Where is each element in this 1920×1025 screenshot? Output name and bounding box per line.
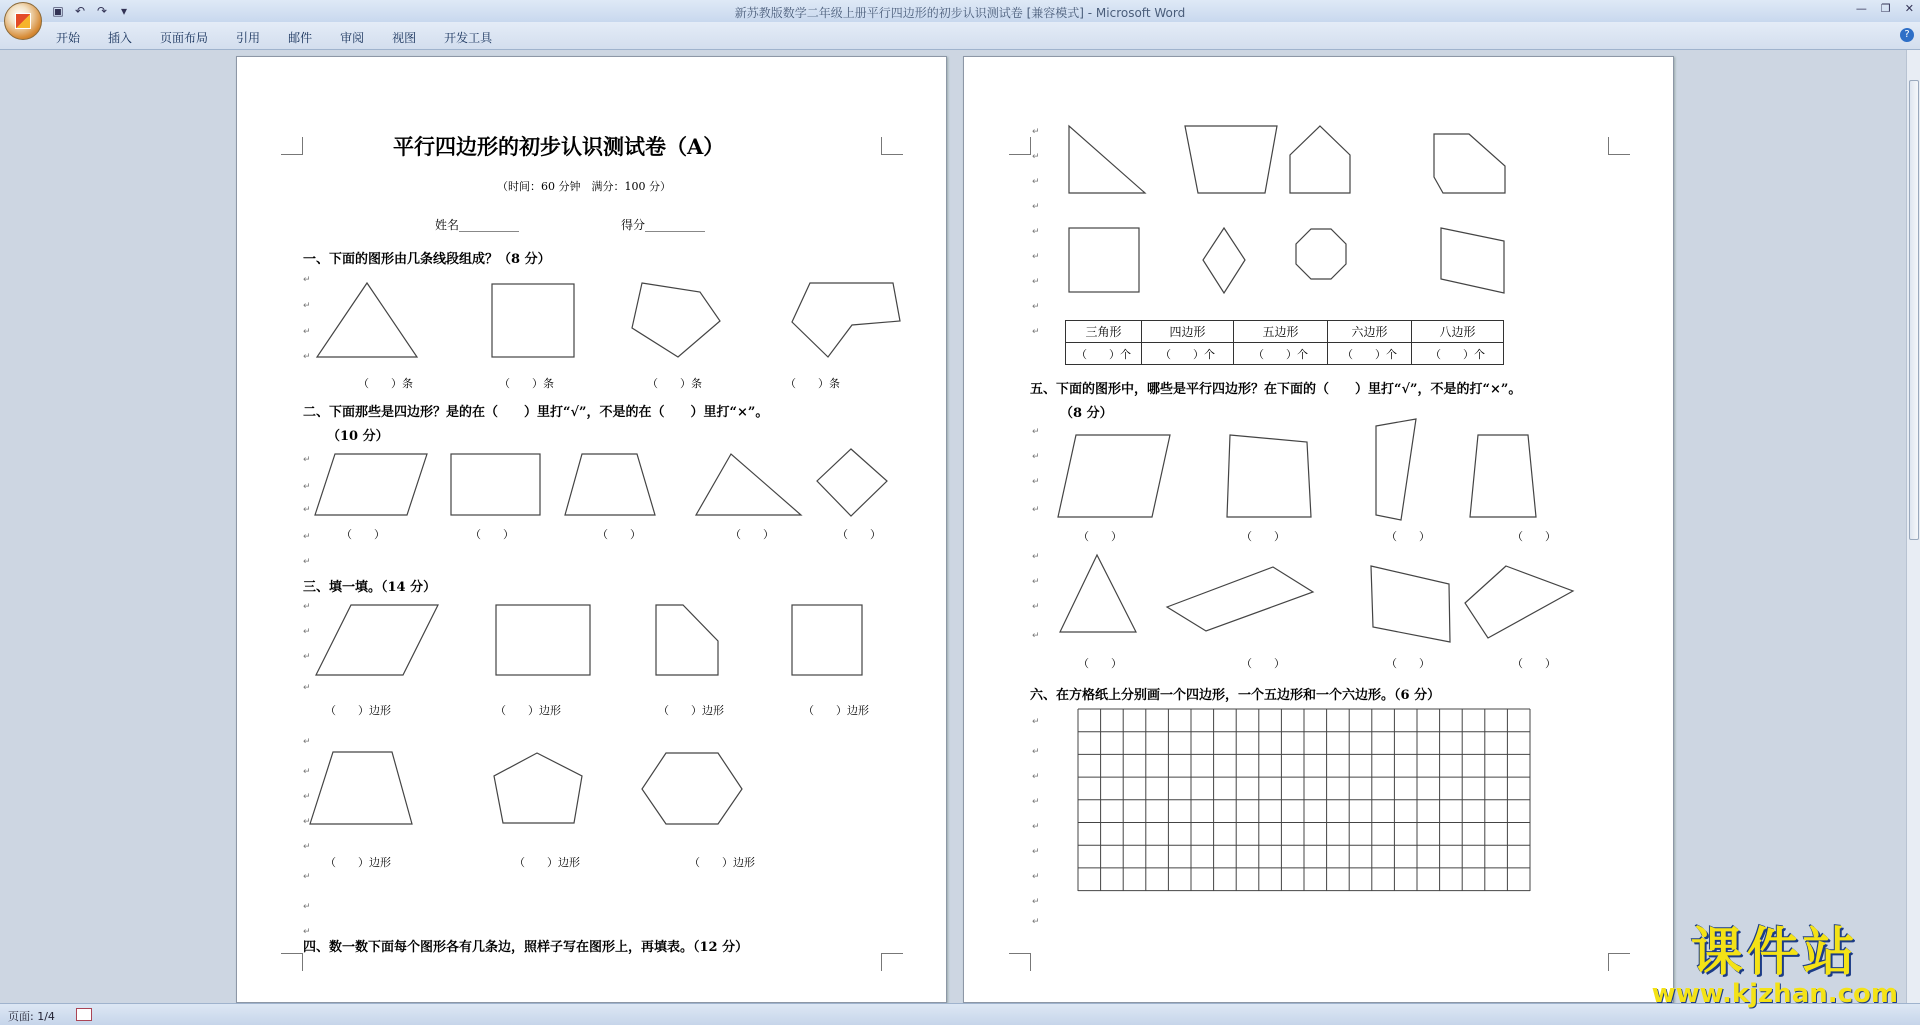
proofing-icon[interactable]: [76, 1008, 92, 1021]
answer-blank[interactable]: （ ）边形: [325, 856, 391, 869]
paragraph-mark-icon: ↵: [1032, 602, 1040, 612]
office-button[interactable]: [4, 2, 42, 40]
table-header-cell: 五边形: [1234, 321, 1328, 343]
paragraph-mark-icon: ↵: [1032, 177, 1040, 187]
paragraph-mark-icon: ↵: [303, 817, 311, 827]
paragraph-mark-icon: ↵: [1032, 327, 1040, 337]
paragraph-mark-icon: ↵: [1032, 427, 1040, 437]
shape-pentagon: [494, 753, 582, 823]
paragraph-mark-icon: ↵: [1032, 277, 1040, 287]
answer-blank[interactable]: （ ）: [1078, 657, 1122, 670]
watermark-logo: 课件站 www.kjzhan.com: [1651, 923, 1898, 1009]
paragraph-mark-icon: ↵: [303, 505, 311, 515]
restore-icon[interactable]: ❐: [1880, 2, 1891, 15]
paragraph-mark-icon: ↵: [303, 737, 311, 747]
answer-blank[interactable]: （ ）: [1386, 530, 1430, 543]
table-header-cell: 四边形: [1142, 321, 1234, 343]
undo-icon[interactable]: ↶: [74, 4, 86, 18]
shape-quadrilateral: [1371, 566, 1450, 642]
shape-rhombus: [1465, 566, 1573, 638]
answer-blank[interactable]: （ ）边形: [658, 704, 724, 717]
table-answer-cell[interactable]: （ ）个: [1066, 343, 1142, 365]
paragraph-mark-icon: ↵: [303, 842, 311, 852]
ribbon-tab-4[interactable]: 邮件: [288, 31, 313, 45]
answer-blank[interactable]: （ ）条: [785, 377, 840, 390]
ribbon-tab-1[interactable]: 插入: [108, 31, 133, 45]
shape-quadrilateral: [1376, 419, 1416, 520]
help-icon[interactable]: ?: [1900, 28, 1914, 42]
paragraph-mark-icon: ↵: [1032, 797, 1040, 807]
paragraph-mark-icon: ↵: [1032, 917, 1040, 927]
paragraph-mark-icon: ↵: [303, 301, 311, 311]
score-field[interactable]: 得分__________: [621, 218, 706, 232]
paragraph-mark-icon: ↵: [1032, 202, 1040, 212]
question-4: 四、数一数下面每个图形各有几条边，照样子写在图形上，再填表。（12 分）: [303, 940, 749, 955]
ribbon-tab-5[interactable]: 审阅: [340, 31, 365, 45]
question-3: 三、填一填。（14 分）: [303, 580, 437, 595]
paragraph-mark-icon: ↵: [303, 352, 311, 362]
paragraph-mark-icon: ↵: [1032, 127, 1040, 137]
answer-blank[interactable]: （ ）边形: [325, 704, 391, 717]
question-2-points: （10 分）: [327, 429, 389, 444]
shape-parallelogram: [1167, 567, 1313, 631]
paragraph-mark-icon: ↵: [303, 792, 311, 802]
ribbon-tab-7[interactable]: 开发工具: [444, 31, 493, 45]
table-header-cell: 三角形: [1066, 321, 1142, 343]
shape-parallelogram: [1058, 435, 1170, 517]
paragraph-mark-icon: ↵: [303, 455, 311, 465]
paragraph-mark-icon: ↵: [303, 627, 311, 637]
paragraph-mark-icon: ↵: [303, 327, 311, 337]
answer-blank[interactable]: （ ）边形: [689, 856, 755, 869]
table-header-cell: 八边形: [1412, 321, 1504, 343]
answer-blank[interactable]: （ ）: [837, 528, 881, 541]
answer-blank[interactable]: （ ）条: [358, 377, 413, 390]
shape-trapezoid: [310, 752, 412, 824]
table-answer-cell[interactable]: （ ）个: [1234, 343, 1328, 365]
paragraph-mark-icon: ↵: [303, 872, 311, 882]
paragraph-mark-icon: ↵: [1032, 227, 1040, 237]
answer-blank[interactable]: （ ）边形: [495, 704, 561, 717]
office-logo-icon: [15, 13, 31, 29]
grid-paper[interactable]: [1078, 709, 1532, 893]
paragraph-mark-icon: ↵: [303, 683, 311, 693]
answer-blank[interactable]: （ ）边形: [803, 704, 869, 717]
answer-blank[interactable]: （ ）边形: [514, 856, 580, 869]
page-indicator[interactable]: 页面: 1/4: [8, 1010, 55, 1023]
paragraph-mark-icon: ↵: [303, 767, 311, 777]
ribbon-tab-6[interactable]: 视图: [392, 31, 417, 45]
ribbon-tab-0[interactable]: 开始: [56, 31, 81, 45]
paragraph-mark-icon: ↵: [1032, 631, 1040, 641]
answer-blank[interactable]: （ ）: [341, 528, 385, 541]
answer-blank[interactable]: （ ）: [470, 528, 514, 541]
redo-icon[interactable]: ↷: [96, 4, 108, 18]
paragraph-mark-icon: ↵: [1032, 577, 1040, 587]
paragraph-mark-icon: ↵: [1032, 477, 1040, 487]
answer-blank[interactable]: （ ）: [1512, 530, 1556, 543]
subtitle: （时间：60 分钟 满分：100 分）: [497, 180, 671, 193]
document-page-2: [963, 56, 1674, 1003]
paragraph-mark-icon: ↵: [1032, 747, 1040, 757]
table-header-cell: 六边形: [1328, 321, 1412, 343]
scroll-thumb[interactable]: [1909, 80, 1919, 540]
paragraph-mark-icon: ↵: [1032, 717, 1040, 727]
page-title: 平行四边形的初步认识测试卷（A）: [393, 134, 725, 159]
paragraph-mark-icon: ↵: [1032, 897, 1040, 907]
paragraph-mark-icon: ↵: [303, 602, 311, 612]
paragraph-mark-icon: ↵: [1032, 452, 1040, 462]
paragraph-mark-icon: ↵: [1032, 552, 1040, 562]
answer-blank[interactable]: （ ）: [1512, 657, 1556, 670]
answer-blank[interactable]: （ ）条: [647, 377, 702, 390]
name-field[interactable]: 姓名__________: [435, 218, 520, 232]
shape-trapezoid: [1470, 435, 1536, 517]
table-answer-cell[interactable]: （ ）个: [1142, 343, 1234, 365]
window-title: 新苏教版数学二年级上册平行四边形的初步认识测试卷 [兼容模式] - Microsoft Word: [734, 6, 1186, 20]
answer-blank[interactable]: （ ）: [1241, 530, 1285, 543]
answer-blank[interactable]: （ ）: [730, 528, 774, 541]
answer-blank[interactable]: （ ）: [1078, 530, 1122, 543]
answer-blank[interactable]: （ ）: [1386, 657, 1430, 670]
title-bar: [0, 0, 1920, 22]
question-5: 五、下面的图形中，哪些是平行四边形？在下面的（ ）里打“√”，不是的打“×”。: [1030, 382, 1522, 397]
document-page-1: [236, 56, 947, 1003]
paragraph-mark-icon: ↵: [1032, 252, 1040, 262]
close-icon[interactable]: ✕: [1904, 2, 1914, 15]
paragraph-mark-icon: ↵: [1032, 505, 1040, 515]
paragraph-mark-icon: ↵: [303, 902, 311, 912]
paragraph-mark-icon: ↵: [1032, 152, 1040, 162]
paragraph-mark-icon: ↵: [303, 927, 311, 937]
paragraph-mark-icon: ↵: [1032, 772, 1040, 782]
ribbon-tab-2[interactable]: 页面布局: [160, 31, 209, 45]
paragraph-mark-icon: ↵: [1032, 847, 1040, 857]
shape-quadrilateral: [1227, 435, 1311, 517]
table-answer-cell[interactable]: （ ）个: [1328, 343, 1412, 365]
paragraph-mark-icon: ↵: [1032, 872, 1040, 882]
shape-triangle: [1060, 555, 1136, 632]
answer-blank[interactable]: （ ）: [597, 528, 641, 541]
question-6: 六、在方格纸上分别画一个四边形，一个五边形和一个六边形。（6 分）: [1030, 688, 1441, 703]
ribbon-tabs-bar: [0, 22, 1920, 50]
paragraph-mark-icon: ↵: [303, 652, 311, 662]
paragraph-mark-icon: ↵: [1032, 822, 1040, 832]
question-1: 一、下面的图形由几条线段组成？（8 分）: [303, 252, 551, 267]
ribbon-tab-3[interactable]: 引用: [236, 31, 261, 45]
paragraph-mark-icon: ↵: [303, 532, 311, 542]
answer-blank[interactable]: （ ）: [1241, 657, 1285, 670]
answer-blank[interactable]: （ ）条: [499, 377, 554, 390]
status-bar: [0, 1003, 1920, 1025]
vertical-scrollbar[interactable]: [1906, 50, 1920, 1003]
question-5-points: （8 分）: [1060, 406, 1113, 421]
window-controls: [1856, 2, 1914, 15]
paragraph-mark-icon: ↵: [1032, 302, 1040, 312]
minimize-icon[interactable]: —: [1855, 2, 1867, 15]
paragraph-mark-icon: ↵: [303, 275, 311, 285]
save-icon[interactable]: ▣: [52, 4, 64, 18]
ribbon-tabs: [56, 29, 520, 46]
shape-hexagon: [642, 753, 742, 824]
question-2: 二、下面那些是四边形？是的在（ ）里打“√”，不是的在（ ）里打“×”。: [303, 405, 769, 420]
customize-qat-icon[interactable]: ▾: [120, 4, 128, 18]
paragraph-mark-icon: ↵: [303, 557, 311, 567]
paragraph-mark-icon: ↵: [303, 482, 311, 492]
table-answer-cell[interactable]: （ ）个: [1412, 343, 1504, 365]
